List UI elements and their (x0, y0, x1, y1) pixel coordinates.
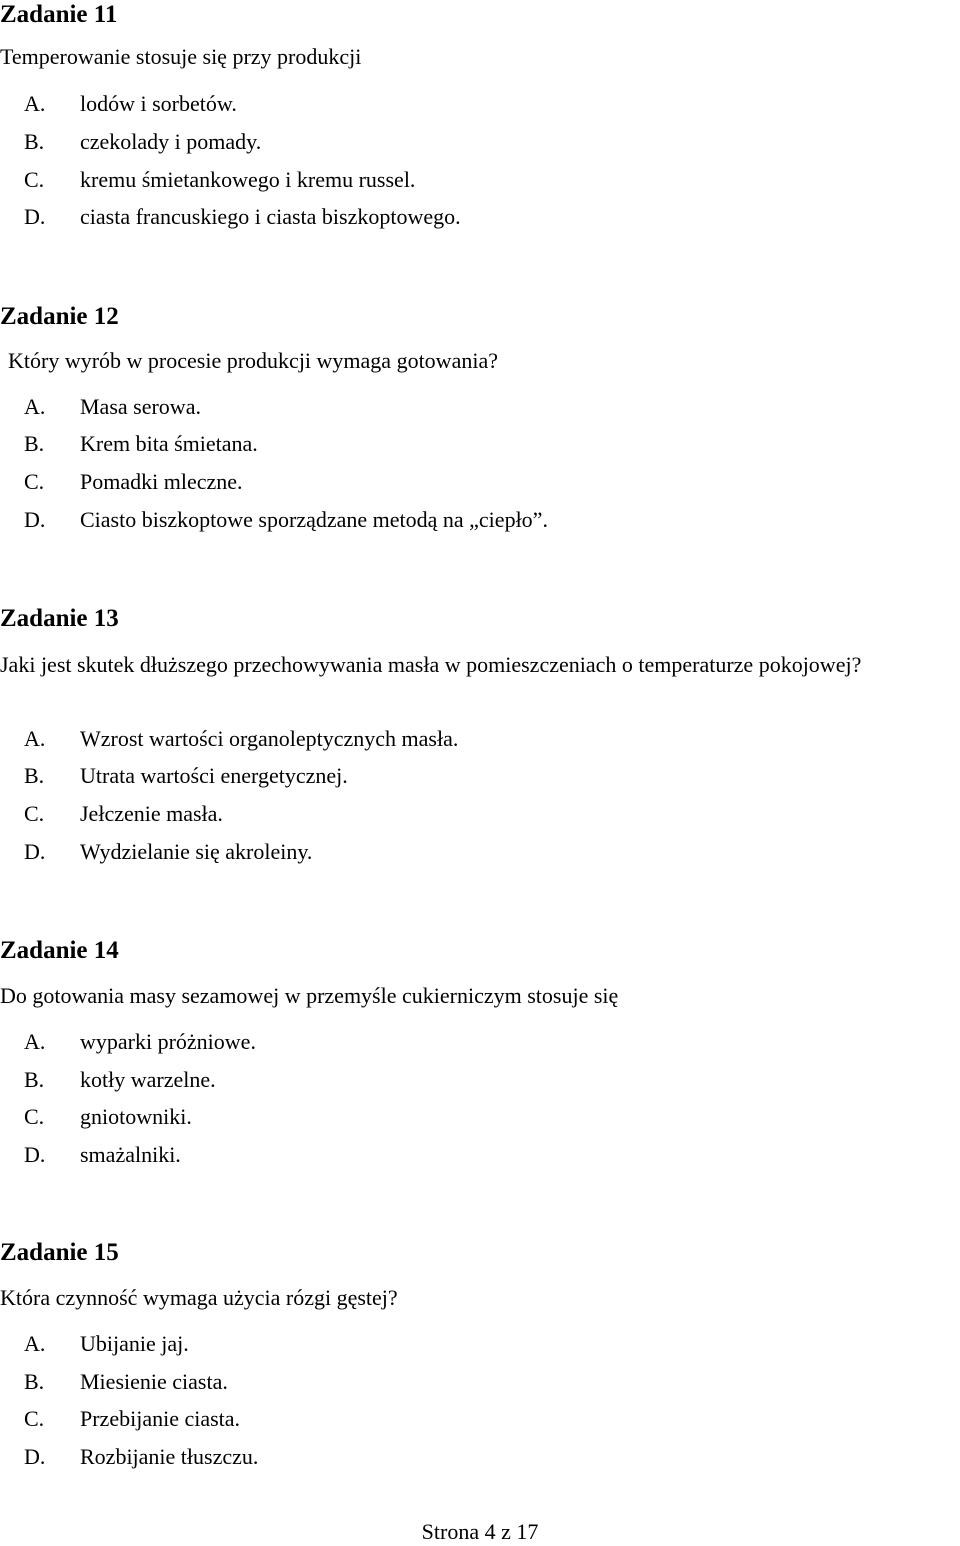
task-title: Zadanie 14 (0, 937, 119, 964)
task-question: Jaki jest skutek dłuższego przechowywania masła w pomieszczeniach o temperaturze pokojowej? (0, 652, 862, 677)
option-letter: B. (24, 431, 45, 456)
option-letter: D. (24, 839, 46, 864)
option-text: ciasta francuskiego i ciasta biszkoptowego. (80, 204, 461, 229)
option-letter: A. (24, 91, 46, 116)
option-text: wyparki próżniowe. (80, 1029, 256, 1054)
task-title: Zadanie 13 (0, 605, 119, 632)
task-question: Do gotowania masy sezamowej w przemyśle cukierniczym stosuje się (0, 983, 619, 1008)
option-text: kotły warzelne. (80, 1067, 216, 1092)
task-title: Zadanie 15 (0, 1239, 119, 1266)
page-number: Strona 4 z 17 (421, 1519, 539, 1544)
option-d (24, 838, 312, 866)
task-question: Temperowanie stosuje się przy produkcji (0, 44, 362, 69)
option-letter: A. (24, 394, 46, 419)
option-text: Miesienie ciasta. (80, 1369, 228, 1394)
option-letter: D. (24, 204, 46, 229)
option-letter: B. (24, 1369, 45, 1394)
option-letter: C. (24, 1406, 45, 1431)
option-letter: D. (24, 1444, 46, 1469)
option-c (24, 1405, 240, 1433)
option-a (24, 725, 458, 753)
option-text: Jełczenie masła. (80, 801, 223, 826)
option-a (24, 90, 237, 118)
option-letter: B. (24, 763, 45, 788)
option-text: lodów i sorbetów. (80, 91, 237, 116)
task-title: Zadanie 11 (0, 1, 118, 28)
option-letter: A. (24, 1029, 46, 1054)
option-b (24, 1368, 228, 1396)
option-d (24, 506, 548, 534)
option-text: Przebijanie ciasta. (80, 1406, 241, 1431)
option-text: Rozbijanie tłuszczu. (80, 1444, 259, 1469)
option-letter: C. (24, 469, 45, 494)
option-c (24, 1103, 192, 1131)
option-letter: C. (24, 167, 45, 192)
option-text: Wzrost wartości organoleptycznych masła. (80, 726, 459, 751)
option-c (24, 166, 415, 194)
option-text: kremu śmietankowego i kremu russel. (80, 167, 416, 192)
option-letter: D. (24, 1142, 46, 1167)
option-c (24, 468, 243, 496)
option-d (24, 1443, 258, 1471)
option-a (24, 1330, 189, 1358)
option-b (24, 762, 348, 790)
option-d (24, 203, 461, 231)
option-a (24, 1028, 256, 1056)
option-b (24, 128, 261, 156)
option-letter: B. (24, 129, 45, 154)
option-text: Pomadki mleczne. (80, 469, 243, 494)
option-letter: D. (24, 507, 46, 532)
option-text: gniotowniki. (80, 1104, 192, 1129)
option-c (24, 800, 223, 828)
option-b (24, 430, 258, 458)
task-question: Który wyrób w procesie produkcji wymaga gotowania? (8, 348, 498, 373)
option-a (24, 393, 201, 421)
option-letter: C. (24, 1104, 45, 1129)
option-letter: A. (24, 1331, 46, 1356)
option-letter: A. (24, 726, 46, 751)
option-letter: B. (24, 1067, 45, 1092)
task-question: Która czynność wymaga użycia rózgi gęstej? (0, 1285, 398, 1310)
option-text: czekolady i pomady. (80, 129, 262, 154)
option-d (24, 1141, 181, 1169)
task-title: Zadanie 12 (0, 303, 119, 330)
option-text: Utrata wartości energetycznej. (80, 763, 348, 788)
option-text: smażalniki. (80, 1142, 181, 1167)
option-text: Wydzielanie się akroleiny. (80, 839, 313, 864)
option-text: Ciasto biszkoptowe sporządzane metodą na „ciepło”. (80, 507, 548, 532)
option-text: Ubijanie jaj. (80, 1331, 189, 1356)
option-text: Krem bita śmietana. (80, 431, 258, 456)
option-letter: C. (24, 801, 45, 826)
option-text: Masa serowa. (80, 394, 201, 419)
option-b (24, 1066, 216, 1094)
